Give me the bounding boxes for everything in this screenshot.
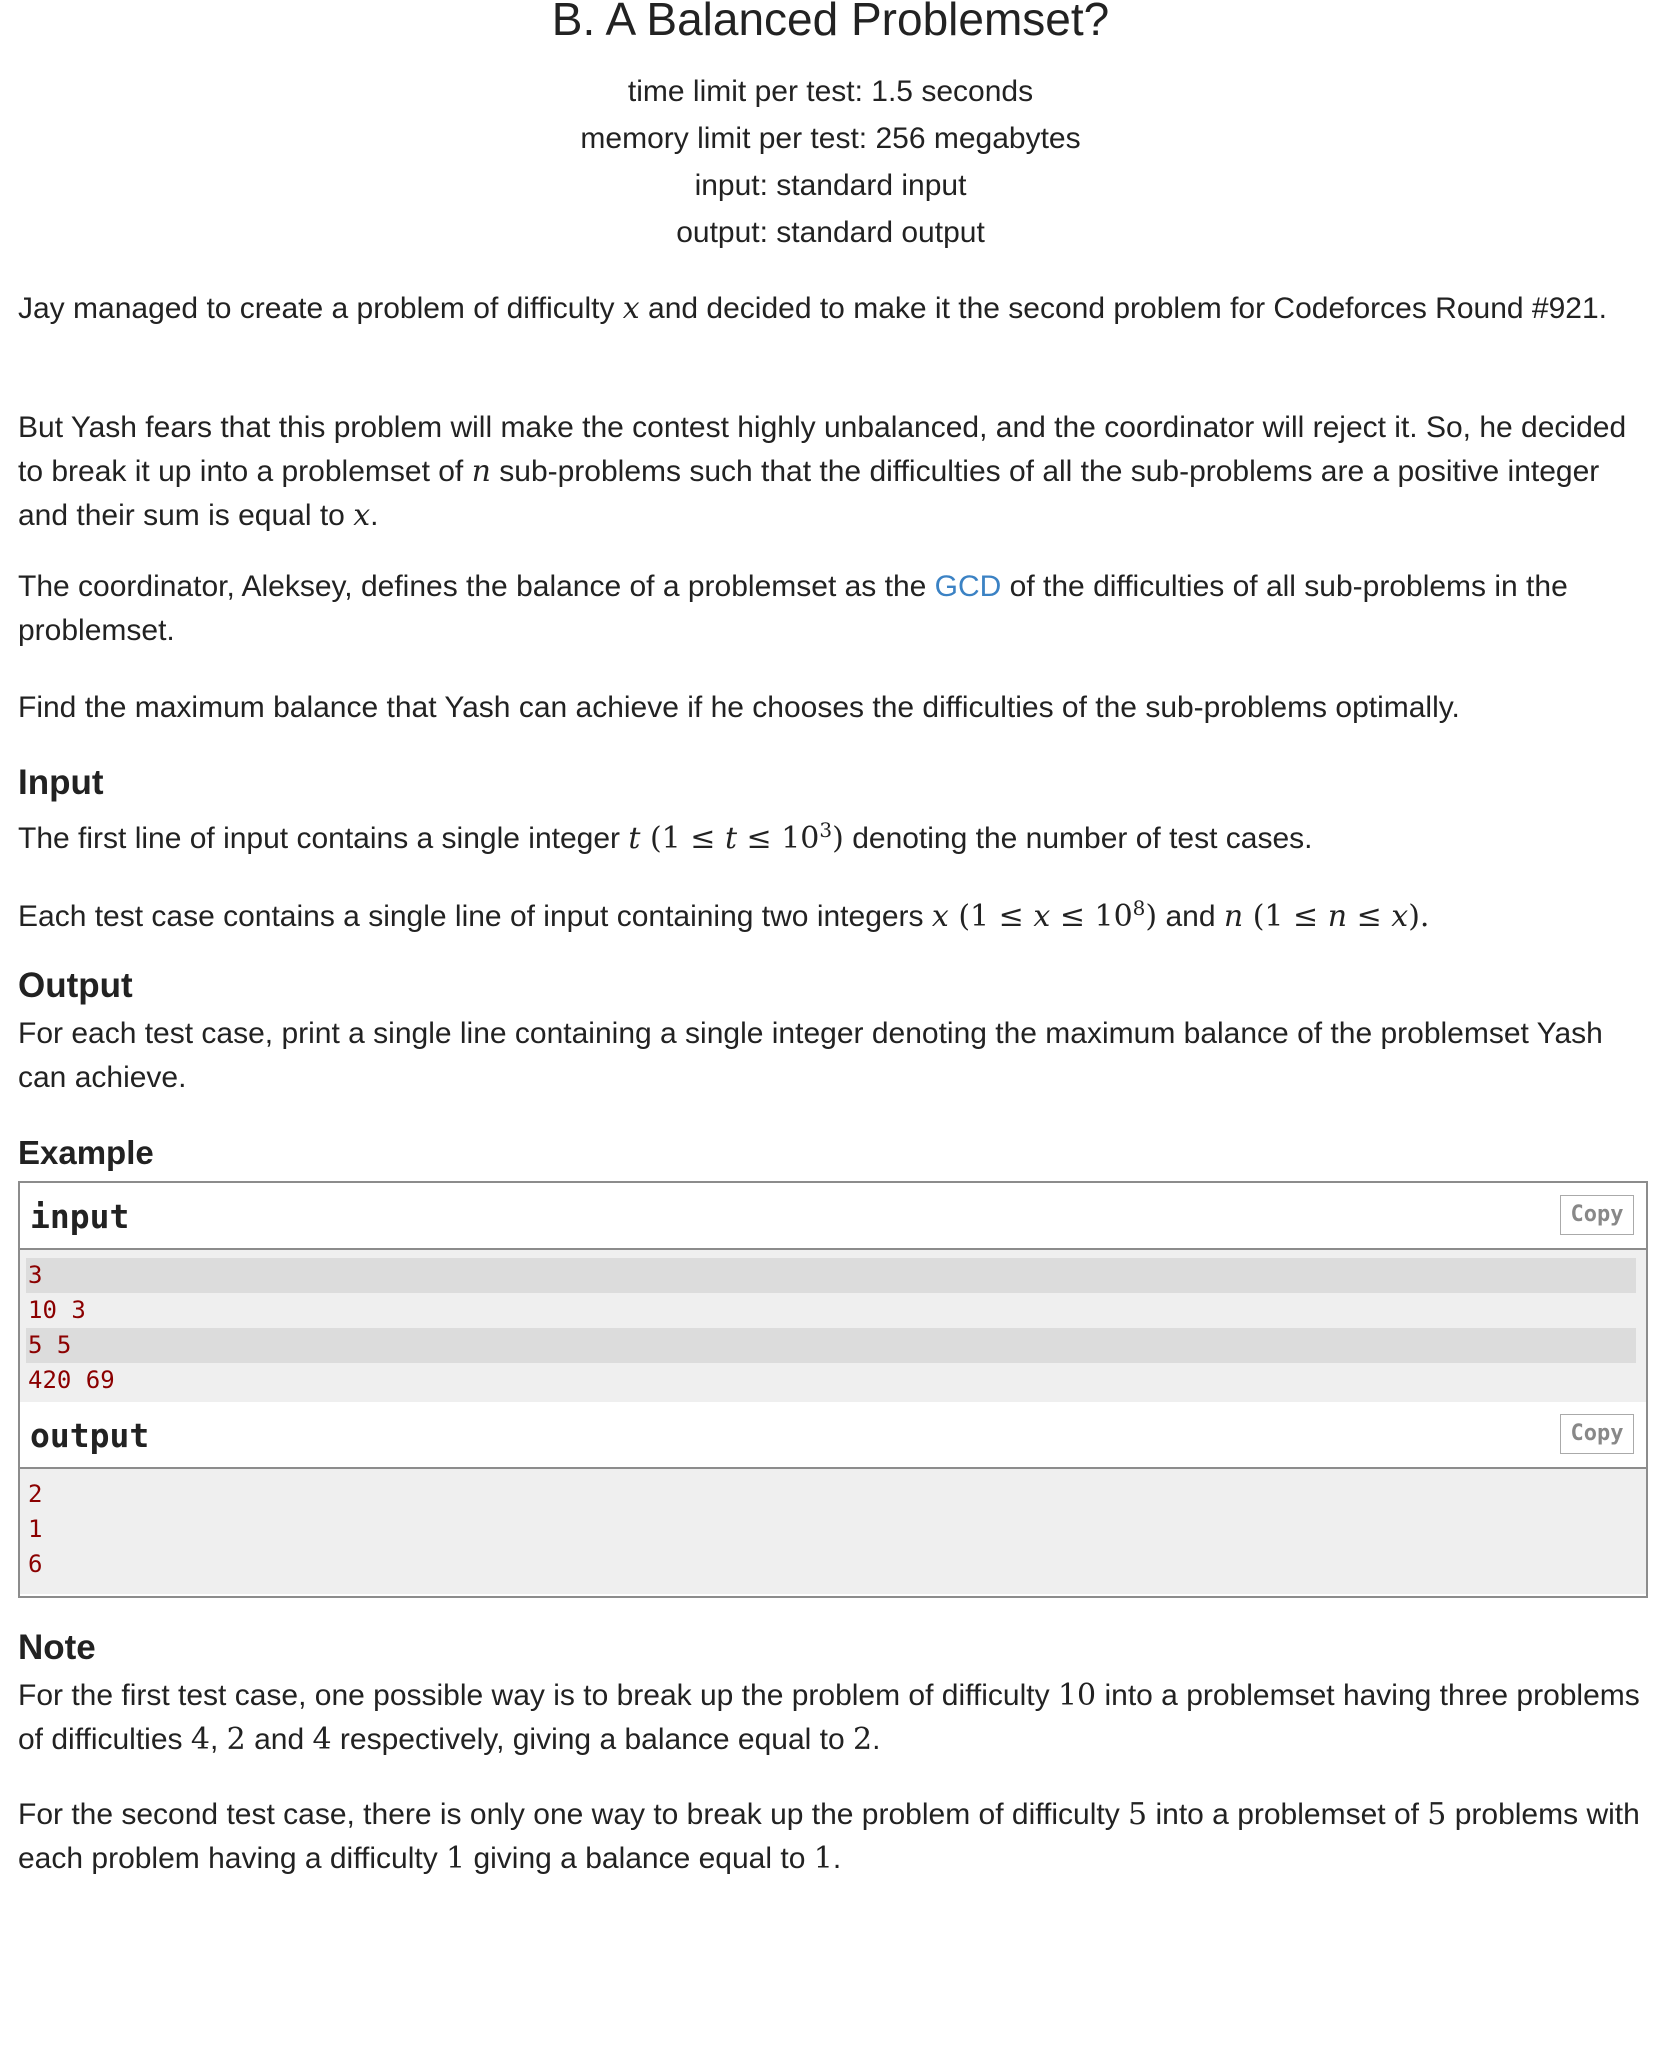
output-paragraph: For each test case, print a single line containing a single integer denoting the maximum balance of the problemset Yash can achieve. (18, 1017, 1603, 1094)
example-input-header (20, 1183, 1646, 1248)
note-paragraph-1: For the first test case, one possible way is to break up the problem of difficulty 10 into a problemset having three problems of difficulties 4, 2 and 4 respectively, giving a balance equal to 2. (18, 1678, 1640, 1757)
problem-title: B. A Balanced Problemset? (551, 0, 1110, 45)
gcd-link[interactable]: GCD (934, 570, 1002, 603)
input-line: 420 69 (28, 1366, 115, 1394)
output-line: 2 (28, 1480, 43, 1508)
statement-paragraph-2: But Yash fears that this problem will make the contest highly unbalanced, and the coordinator will reject it. So, he decided to break it up into a problemset of n sub-problems such that the difficulties of all the sub-problems are a positive integer and their sum is equal to x. (18, 411, 1627, 533)
example-input-label: input (30, 1197, 130, 1236)
example-output-body (20, 1467, 1646, 1594)
problem-limits (0, 68, 1661, 256)
output-line: 6 (28, 1550, 43, 1578)
input-line: 3 (26, 1258, 1636, 1293)
statement-paragraph-1: Jay managed to create a problem of difficulty x and decided to make it the second problem for Codeforces Round #921. (18, 291, 1607, 326)
input-line: 5 5 (26, 1328, 1636, 1363)
statement-paragraph-3: The coordinator, Aleksey, defines the balance of a problemset as the GCD of the difficulties of all sub-problems in the problemset. (18, 570, 1568, 647)
example-input-body (20, 1248, 1646, 1404)
statement-paragraph-4: Find the maximum balance that Yash can achieve if he chooses the difficulties of the sub-problems optimally. (18, 691, 1460, 724)
copy-output-button[interactable]: Copy (1560, 1414, 1634, 1454)
example-output-header (20, 1402, 1646, 1467)
note-heading: Note (18, 1628, 96, 1667)
note-paragraph-2: For the second test case, there is only one way to break up the problem of difficulty 5 into a problemset of 5 problems with each problem having a difficulty 1 giving a balance equal to 1. (18, 1797, 1640, 1876)
example-heading: Example (18, 1134, 154, 1171)
output-type: output: standard output (676, 216, 985, 249)
memory-limit: memory limit per test: 256 megabytes (580, 122, 1081, 155)
output-line: 1 (28, 1515, 43, 1543)
time-limit: time limit per test: 1.5 seconds (627, 75, 1034, 108)
input-heading: Input (18, 763, 104, 802)
example-output-label: output (30, 1416, 150, 1455)
input-line: 10 3 (28, 1296, 86, 1324)
example-box (18, 1181, 1648, 1598)
copy-input-button[interactable]: Copy (1560, 1195, 1634, 1235)
input-paragraph-2: Each test case contains a single line of input containing two integers x $(1 \le x \le 10^8)$ and n (1 ≤ n ≤ x). (18, 896, 1430, 934)
input-paragraph-1: The first line of input contains a single integer t $(1 \le t \le 10^3)$ denoting the number of test cases. (18, 818, 1313, 856)
output-heading: Output (18, 966, 133, 1005)
input-type: input: standard input (694, 169, 967, 202)
